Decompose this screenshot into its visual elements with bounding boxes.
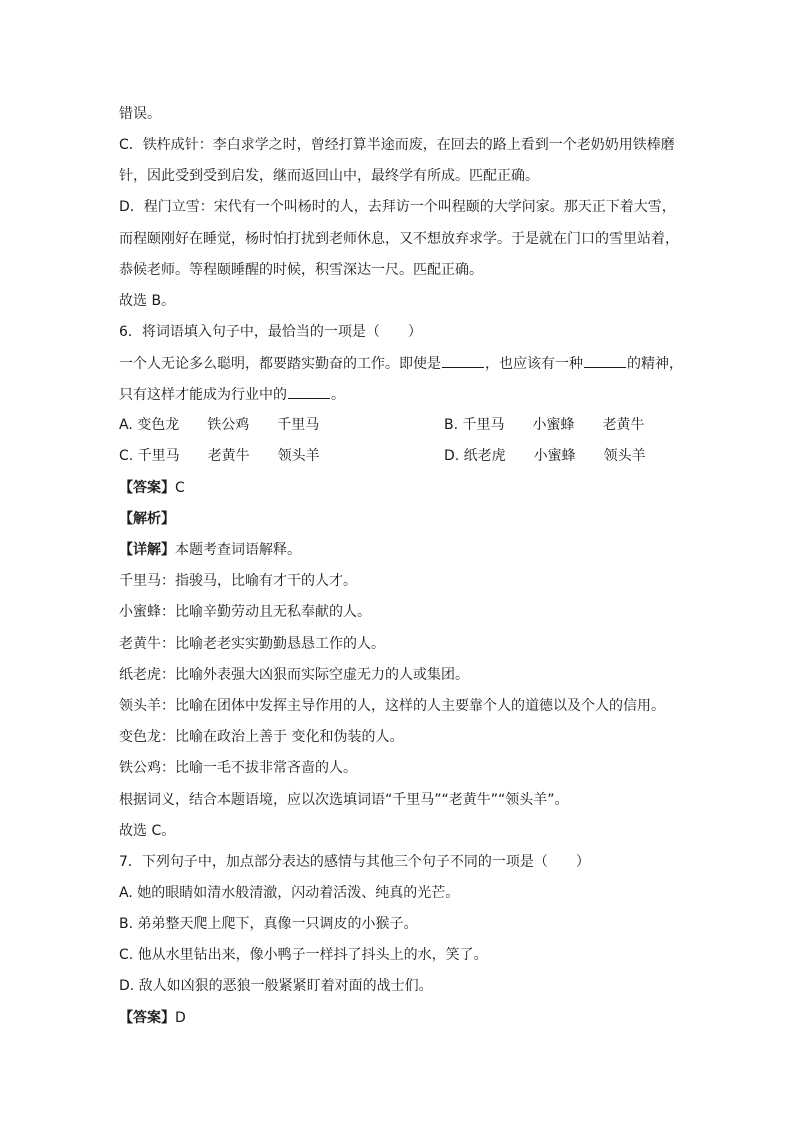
option-c: C. 千里马 老黄牛 领头羊 (119, 448, 320, 464)
option-c: C. 他从水里钻出来，像小鸭子一样抖了抖头上的水，笑了。 (119, 947, 488, 963)
answer-tag: 【答案】 (119, 480, 175, 496)
text-line: C．铁杵成针：李白求学之时，曾经打算半途而废，在回去的路上看到一个老奶奶用铁棒磨 (119, 137, 675, 153)
text-line: 错误。 (119, 106, 161, 122)
answer-value: D (175, 1010, 186, 1026)
conclusion-line: 根据词义，结合本题语境，应以次选填词语“千里马”“老黄牛”“领头羊”。 (119, 792, 569, 808)
conclusion-line: 故选 C。 (119, 823, 176, 839)
question-6-sentence (119, 353, 683, 374)
option-b: B. 千里马 小蜜蜂 老黄牛 (444, 417, 645, 433)
sentence-part: 。 (331, 387, 345, 403)
sentence-part: 只有这样才能成为行业中的 (119, 387, 287, 403)
analysis-tag: 【解析】 (119, 511, 175, 527)
question-6-sentence (119, 384, 345, 405)
sentence-part: 的精神， (627, 356, 683, 372)
text-line: D．程门立雪：宋代有一个叫杨时的人，去拜访一个叫程颐的大学问家。那天正下着大雪， (119, 199, 676, 215)
text-line: 故选 B。 (119, 293, 176, 309)
definition-line: 小蜜蜂：比喻辛勤劳动且无私奉献的人。 (119, 604, 371, 620)
sentence-part: ，也应该有一种 (485, 356, 583, 372)
detail-text: 本题考查词语解释。 (175, 542, 301, 558)
definition-line: 铁公鸡：比喻一毛不拔非常吝啬的人。 (119, 760, 357, 776)
text-line: 恭候老师。等程颐睡醒的时候，积雪深达一尺。匹配正确。 (119, 262, 483, 278)
option-b: B. 弟弟整天爬上爬下，真像一只调皮的小猴子。 (119, 916, 418, 932)
detail-tag: 【详解】 (119, 542, 175, 558)
analysis-line (119, 509, 175, 529)
detail-line (119, 540, 301, 560)
fill-blank (442, 353, 484, 368)
definition-line: 千里马：指骏马，比喻有才干的人才。 (119, 573, 357, 589)
definition-line: 领头羊：比喻在团体中发挥主导作用的人，这样的人主要靠个人的道德以及个人的信用。 (119, 698, 665, 714)
answer-value: C (175, 480, 185, 496)
option-d: D. 纸老虎 小蜜蜂 领头羊 (444, 448, 646, 464)
definition-line: 变色龙：比喻在政治上善于 变化和伪装的人。 (119, 729, 404, 745)
definition-line: 老黄牛：比喻老老实实勤勤恳恳工作的人。 (119, 636, 385, 652)
text-line: 针，因此受到受到启发，继而返回山中，最终学有所成。匹配正确。 (119, 168, 539, 184)
question-6: 6．将词语填入句子中，最恰当的一项是（ ） (119, 324, 422, 340)
question-7: 7．下列句子中，加点部分表达的感情与其他三个句子不同的一项是（ ） (119, 854, 590, 870)
fill-blank (288, 384, 330, 399)
option-a: A. 她的眼睛如清水般清澈，闪动着活泼、纯真的光芒。 (119, 885, 460, 901)
option-d: D. 敌人如凶狠的恶狼一般紧紧盯着对面的战士们。 (119, 978, 433, 994)
answer-line (119, 478, 185, 498)
sentence-part: 一个人无论多么聪明，都要踏实勤奋的工作。即使是 (119, 356, 441, 372)
definition-line: 纸老虎：比喻外表强大凶狠而实际空虚无力的人或集团。 (119, 667, 469, 683)
option-a: A. 变色龙 铁公鸡 千里马 (119, 417, 320, 433)
fill-blank (584, 353, 626, 368)
answer-line (119, 1008, 186, 1028)
text-line: 而程颐刚好在睡觉，杨时怕打扰到老师休息，又不想放弃求学。于是就在门口的雪里站着， (119, 231, 679, 247)
answer-tag: 【答案】 (119, 1010, 175, 1026)
